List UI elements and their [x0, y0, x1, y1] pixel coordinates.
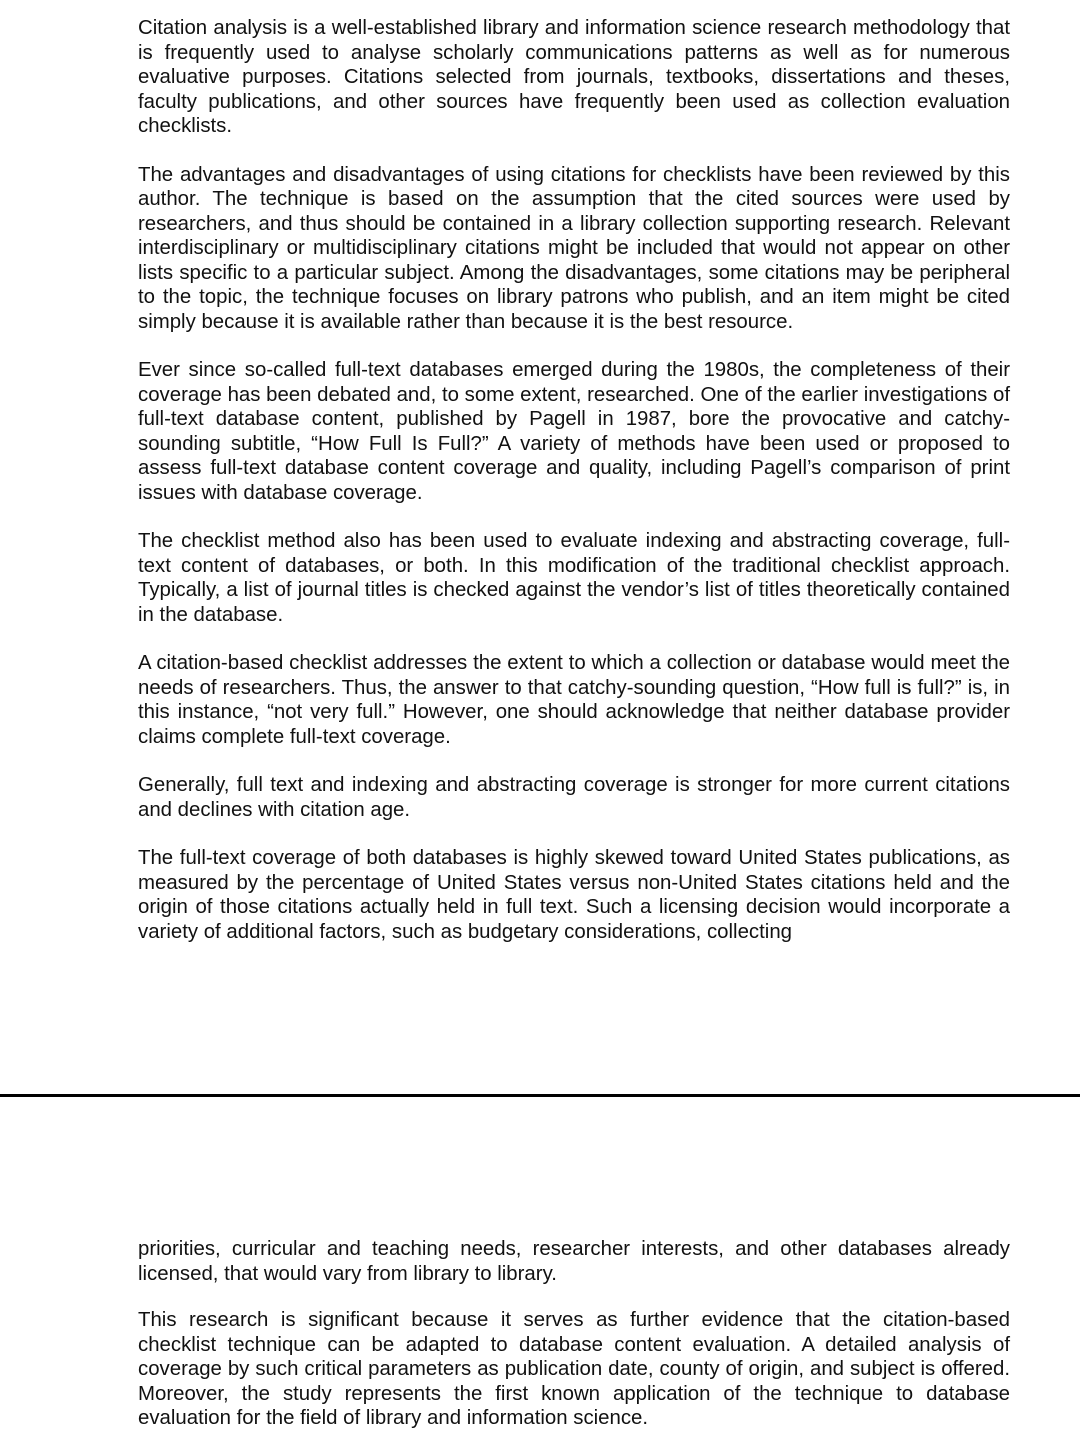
paragraph-citation-analysis: Citation analysis is a well-established library and information science research methodology that is frequently used to analyse scholarly communications patterns as well as for numerous evaluative purposes. Citations selected from journals, textbooks, dissertations and theses, faculty publications, and other sources have frequently been used as collection evaluation checklists. — [138, 17, 1010, 137]
paragraph-us-publications: The full-text coverage of both databases is highly skewed toward United States publications, as measured by the percentage of United States versus non-United States citations held and the origin of those citations actually held in full text. Such a licensing decision would incorporate a variety of additional factors, such as budgetary considerations, collecting — [138, 847, 1010, 943]
paragraph-full-text-databases: Ever since so-called full-text databases emerged during the 1980s, the completeness of their coverage has been debated and, to some extent, researched. One of the earlier investigations of full-text database content, published by Pagell in 1987, bore the provocative and catchy-sounding subtitle, “How Full Is Full?” A variety of methods have been used or proposed to assess full-text database content coverage and quality, including Pagell’s comparison of print issues with database coverage. — [138, 359, 1010, 504]
paragraph-licensing-continuation: priorities, curricular and teaching needs, researcher interests, and other databases already licensed, that would vary from library to library. — [138, 1238, 1010, 1285]
page-bottom-text-block — [138, 1237, 1010, 1453]
paragraph-advantages-disadvantages: The advantages and disadvantages of using citations for checklists have been reviewed by this author. The technique is based on the assumption that the cited sources were used by researchers, and thus should be contained in a library collection supporting research. Relevant interdisciplinary or multidisciplinary citations might be included that would not appear on other lists specific to a particular subject. Among the disadvantages, some citations may be peripheral to the topic, the technique focuses on library patrons who publish, and an item might be cited simply because it is available rather than because it is the best resource. — [138, 163, 1010, 333]
paragraph-coverage-age: Generally, full text and indexing and abstracting coverage is stronger for more current citations and declines with citation age. — [138, 774, 1010, 821]
paragraph-citation-based-checklist: A citation-based checklist addresses the extent to which a collection or database would meet the needs of researchers. Thus, the answer to that catchy-sounding question, “How full is full?” is, in this instance, “not very full.” However, one should acknowledge that neither database provider claims complete full-text coverage. — [138, 652, 1010, 748]
page-top-text-block — [138, 16, 1010, 968]
paragraph-checklist-method: The checklist method also has been used to evaluate indexing and abstracting coverage, full-text content of databases, or both. In this modification of the traditional checklist approach. Typically, a list of journal titles is checked against the vendor’s list of titles theoretically contained in the database. — [138, 530, 1010, 626]
paragraph-research-significance: This research is significant because it serves as further evidence that the citation-based checklist technique can be adapted to database content evaluation. A detailed analysis of coverage by such critical parameters as publication date, county of origin, and subject is offered. Moreover, the study represents the first known application of the technique to database evaluation for the field of library and information science. — [138, 1309, 1010, 1429]
page-break-divider — [0, 1094, 1080, 1097]
